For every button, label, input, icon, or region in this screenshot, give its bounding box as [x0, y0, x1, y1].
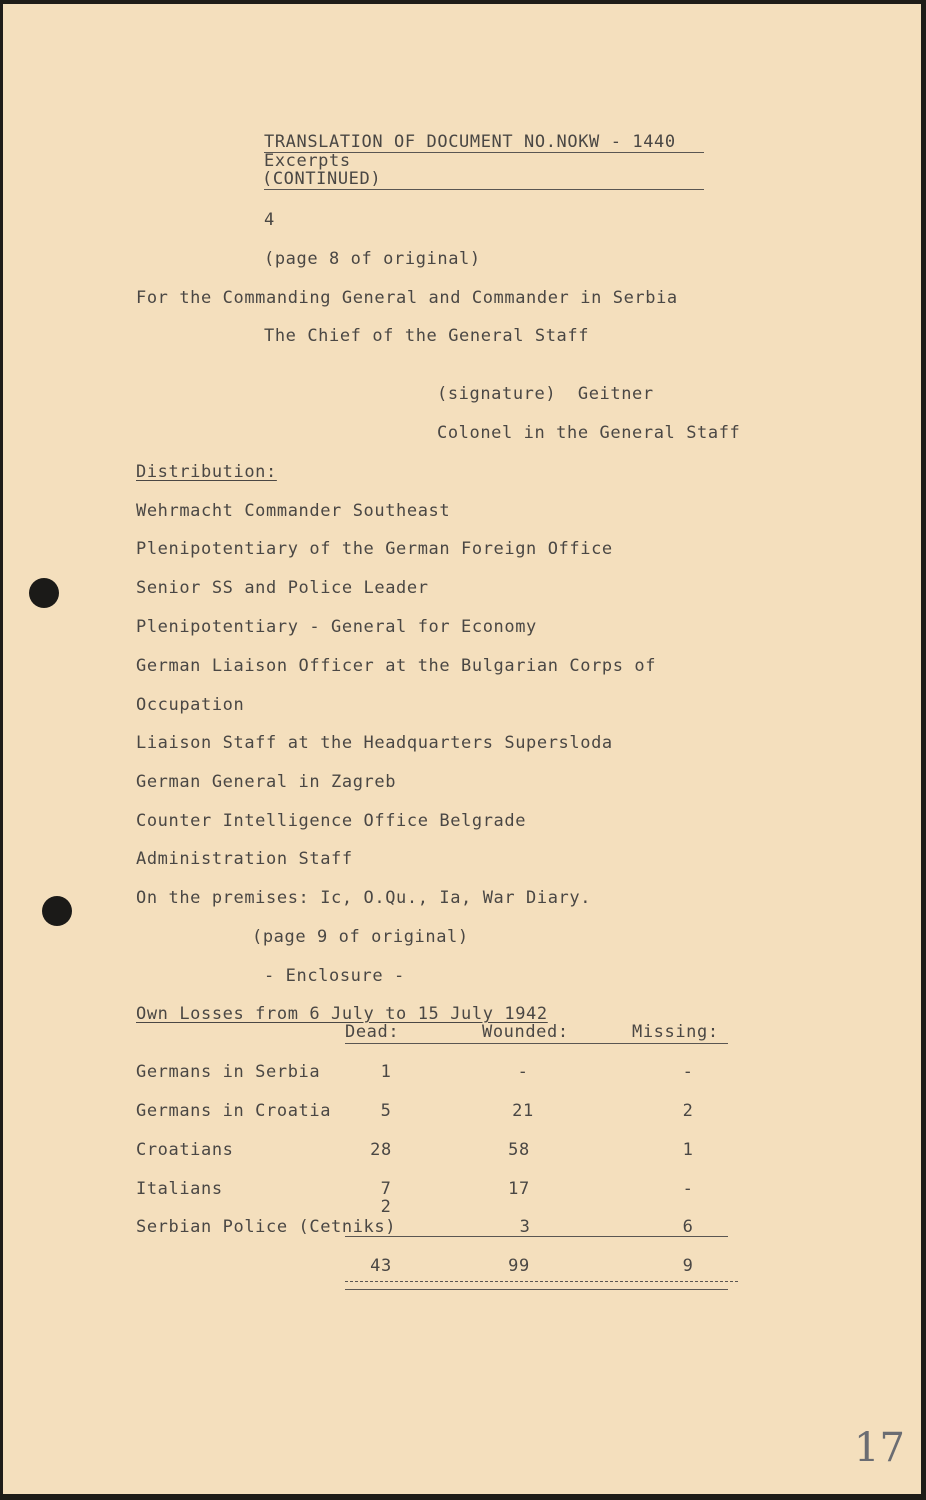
- header-rule: [264, 189, 704, 190]
- cell-wounded: 21: [512, 1101, 534, 1121]
- section-number: 4: [264, 210, 275, 230]
- cell-missing: 2: [682, 1101, 694, 1121]
- cell-wounded: -: [517, 1062, 529, 1082]
- punch-hole: [29, 578, 59, 608]
- handwritten-page-number: 17: [854, 1425, 905, 1471]
- document-page: [3, 4, 921, 1494]
- distribution-heading: Distribution:: [136, 462, 277, 482]
- total-wounded: 99: [508, 1256, 530, 1276]
- cell-dead: 2: [380, 1197, 392, 1217]
- signatory-rank: Colonel in the General Staff: [437, 423, 741, 443]
- cell-dead: 1: [380, 1062, 392, 1082]
- cell-dead: 7: [380, 1179, 392, 1199]
- row-label: Italians: [136, 1179, 223, 1199]
- total-rule: [345, 1289, 728, 1290]
- signature-line: (signature) Geitner: [437, 384, 654, 404]
- signoff-chief: The Chief of the General Staff: [264, 326, 590, 346]
- row-label: Germans in Serbia: [136, 1062, 321, 1082]
- cell-wounded: 3: [519, 1217, 531, 1237]
- cell-missing: 1: [682, 1140, 694, 1160]
- row-label: Serbian Police (Cetniks): [136, 1217, 397, 1237]
- column-header-rule: [345, 1043, 728, 1044]
- distribution-item: Wehrmacht Commander Southeast: [136, 501, 451, 521]
- column-header-dead: Dead:: [345, 1022, 400, 1042]
- distribution-item: Liaison Staff at the Headquarters Supersloda: [136, 733, 613, 753]
- distribution-item: Administration Staff: [136, 849, 353, 869]
- distribution-item: Counter Intelligence Office Belgrade: [136, 811, 527, 831]
- cell-dead: 28: [370, 1140, 392, 1160]
- page-reference: (page 9 of original): [252, 927, 469, 947]
- column-header-missing: Missing:: [632, 1022, 719, 1042]
- row-label: Germans in Croatia: [136, 1101, 332, 1121]
- header-continued: (CONTINUED): [262, 169, 382, 189]
- distribution-item: Occupation: [136, 695, 245, 715]
- total-rule-dashed: [345, 1281, 738, 1282]
- distribution-item: On the premises: Ic, O.Qu., Ia, War Diary.: [136, 888, 592, 908]
- total-missing: 9: [682, 1256, 694, 1276]
- cell-wounded: 17: [508, 1179, 530, 1199]
- total-dead: 43: [370, 1256, 392, 1276]
- enclosure-label: - Enclosure -: [264, 966, 405, 986]
- page-reference: (page 8 of original): [264, 249, 481, 269]
- signoff-line: For the Commanding General and Commander in Serbia: [136, 288, 678, 308]
- cell-missing: 6: [682, 1217, 694, 1237]
- cell-wounded: 58: [508, 1140, 530, 1160]
- punch-hole: [42, 896, 72, 926]
- distribution-item: German Liaison Officer at the Bulgarian Corps of: [136, 656, 657, 676]
- distribution-item: German General in Zagreb: [136, 772, 397, 792]
- distribution-item: Plenipotentiary - General for Economy: [136, 617, 537, 637]
- subtotal-rule: [345, 1236, 728, 1237]
- row-label: Croatians: [136, 1140, 234, 1160]
- cell-missing: -: [682, 1179, 694, 1199]
- table-title: Own Losses from 6 July to 15 July 1942: [136, 1004, 548, 1024]
- header-title: TRANSLATION OF DOCUMENT NO.NOKW - 1440: [264, 132, 676, 152]
- cell-missing: -: [682, 1062, 694, 1082]
- column-header-wounded: Wounded:: [482, 1022, 569, 1042]
- cell-dead: 5: [380, 1101, 392, 1121]
- distribution-item: Plenipotentiary of the German Foreign Office: [136, 539, 613, 559]
- header-subtitle: Excerpts: [264, 151, 351, 171]
- distribution-item: Senior SS and Police Leader: [136, 578, 429, 598]
